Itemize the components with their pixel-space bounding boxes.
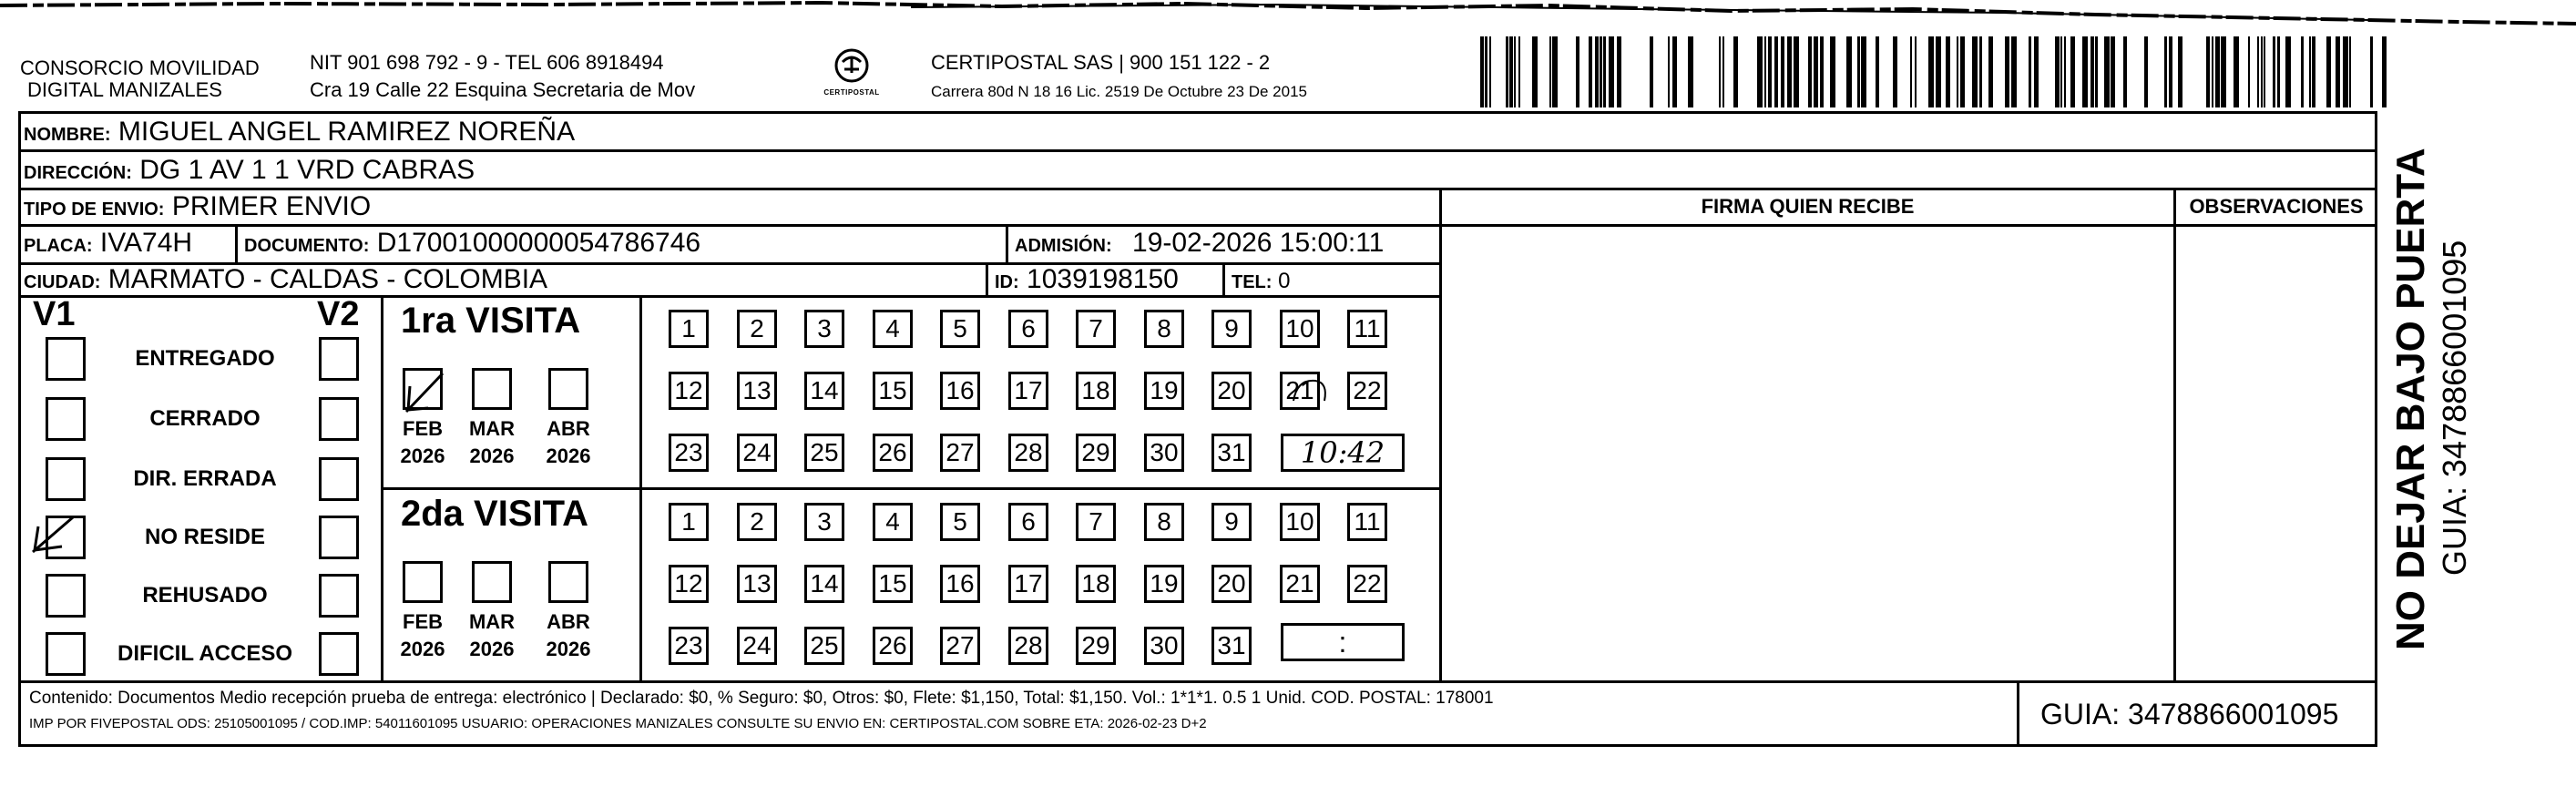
visit2-day-box[interactable]: 23 <box>669 627 709 665</box>
ciudad-field <box>24 264 547 298</box>
visit1-day-box[interactable]: 9 <box>1211 310 1252 348</box>
barcode-bar <box>2111 36 2115 107</box>
visit2-title: 2da VISITA <box>401 494 588 534</box>
visit2-month-name: ABR <box>547 610 590 633</box>
visit2-day-box[interactable]: 10 <box>1280 503 1320 541</box>
barcode-bar <box>2261 36 2263 107</box>
v2-checkbox[interactable] <box>319 516 359 559</box>
barcode-bar <box>1876 36 1879 107</box>
visit1-day-box[interactable]: 18 <box>1076 372 1116 410</box>
barcode-bar <box>1768 36 1772 107</box>
admision-field <box>1015 228 1384 261</box>
visit1-month-name: FEB <box>403 417 443 440</box>
status-label: NO RESIDE <box>144 525 266 549</box>
barcode-bar <box>1781 36 1784 107</box>
visit2-month-year: 2026 <box>469 638 515 660</box>
visit2-day-box[interactable]: 13 <box>737 565 777 603</box>
rule <box>639 295 642 682</box>
certipostal-logo <box>820 47 884 104</box>
barcode-bar <box>2005 36 2009 107</box>
visit1-day-box[interactable]: 17 <box>1008 372 1048 410</box>
carrier-line2: Carrera 80d N 18 16 Lic. 2519 De Octubre 23 De 2015 <box>931 83 1307 100</box>
barcode-bar <box>2011 36 2017 107</box>
visit1-month-year: 2026 <box>546 444 591 467</box>
barcode-bar <box>2221 36 2226 107</box>
certipostal-logo-icon <box>832 47 872 84</box>
barcode-bar <box>1609 36 1614 107</box>
visit1-day-box[interactable]: 3 <box>804 310 844 348</box>
rule <box>2173 188 2176 682</box>
visit2-day-box[interactable]: 25 <box>804 627 844 665</box>
v1-header: V1 <box>33 295 76 333</box>
barcode-bar <box>1936 36 1941 107</box>
v1-checkbox[interactable] <box>46 337 86 381</box>
barcode-bar <box>1946 36 1950 107</box>
barcode-bar <box>1552 36 1558 107</box>
visit1-month-box[interactable] <box>403 368 443 410</box>
barcode-bar <box>1774 36 1778 107</box>
torn-paper-edge <box>0 0 2576 27</box>
visit2-day-box[interactable]: 24 <box>737 627 777 665</box>
barcode-bar <box>1603 36 1606 107</box>
barcode-bar <box>1979 36 1982 107</box>
barcode-bar <box>2312 36 2315 107</box>
visit2-day-box[interactable]: 21 <box>1280 565 1320 603</box>
barcode-bar <box>1928 36 1934 107</box>
barcode-bar <box>1830 36 1835 107</box>
barcode-bar <box>2064 36 2066 107</box>
visit1-day-box[interactable]: 26 <box>873 434 913 472</box>
visit2-day-box[interactable]: 2 <box>737 503 777 541</box>
barcode-bar <box>2277 36 2280 107</box>
rule <box>381 295 383 682</box>
visit1-day-box[interactable]: 1 <box>669 310 709 348</box>
visit2-day-box[interactable]: 8 <box>1144 503 1184 541</box>
barcode-bar <box>1485 36 1487 107</box>
visit1-day-box[interactable]: 16 <box>940 372 980 410</box>
visit1-day-box[interactable]: 13 <box>737 372 777 410</box>
barcode-bar <box>1794 36 1799 107</box>
visit2-month-year: 2026 <box>546 638 591 660</box>
id-field <box>995 264 1179 298</box>
barcode-bar <box>1960 36 1965 107</box>
tel-field <box>1232 266 1290 298</box>
barcode-bar <box>1808 36 1812 107</box>
documento-label: DOCUMENTO: <box>244 236 370 256</box>
barcode-bar <box>1861 36 1866 107</box>
barcode-bar <box>1972 36 1978 107</box>
barcode-bar <box>2349 36 2351 107</box>
visit2-day-box[interactable]: 17 <box>1008 565 1048 603</box>
barcode-bar <box>1589 36 1592 107</box>
visit2-day-box[interactable]: 28 <box>1008 627 1048 665</box>
barcode-bar <box>2212 36 2213 107</box>
visit1-month-box[interactable] <box>472 368 512 410</box>
visit1-day-box[interactable]: 24 <box>737 434 777 472</box>
barcode-bar <box>2034 36 2039 107</box>
content-description: Contenido: Documentos Medio recepción prueba de entrega: electrónico | Declarado: $0, % Seguro: $0, Otros: $0, Flete: $1,150, Total: $1,150. Vol.: 1*1*1. 0.5 1 Unid. COD. POSTAL: 178001 <box>29 689 1494 708</box>
visit1-day-box[interactable]: 15 <box>873 372 913 410</box>
barcode-bar <box>2178 36 2182 107</box>
placa-value: IVA74H <box>99 228 193 258</box>
side-guia: GUIA: 3478866001095 <box>2436 240 2473 576</box>
barcode-bar <box>2264 36 2265 107</box>
visit1-month-name: ABR <box>547 417 590 440</box>
visit2-day-box[interactable]: 4 <box>873 503 913 541</box>
visit2-day-box[interactable]: 5 <box>940 503 980 541</box>
admision-label: ADMISIÓN: <box>1015 236 1112 256</box>
imp-info: IMP POR FIVEPOSTAL ODS: 25105001095 / COD.IMP: 54011601095 USUARIO: OPERACIONES MANIZALES CONSULTE SU ENVIO EN: CERTIPOSTAL.COM SOBRE ETA: 2026-02-23 D+2 <box>29 716 1207 731</box>
tipo-envio-label: TIPO DE ENVIO: <box>24 199 165 220</box>
v2-checkbox[interactable] <box>319 397 359 441</box>
barcode-bar <box>2104 36 2110 107</box>
visit1-day-box[interactable]: 12 <box>669 372 709 410</box>
v2-checkbox[interactable] <box>319 457 359 501</box>
barcode-bar <box>2273 36 2275 107</box>
visit1-day-box[interactable]: 5 <box>940 310 980 348</box>
visit1-day-box[interactable]: 21 <box>1280 372 1320 410</box>
nombre-label: NOMBRE: <box>24 125 111 145</box>
v2-header: V2 <box>317 295 360 333</box>
visit1-month-year: 2026 <box>469 444 515 467</box>
visit2-month-name: MAR <box>468 610 516 633</box>
barcode-bar <box>2285 36 2291 107</box>
barcode-bar <box>1893 36 1897 107</box>
visit1-day-box[interactable]: 28 <box>1008 434 1048 472</box>
visit2-day-box[interactable]: 26 <box>873 627 913 665</box>
admision-value: 19-02-2026 15:00:11 <box>1132 228 1385 258</box>
barcode-bar <box>2343 36 2348 107</box>
barcode-bar <box>2090 36 2094 107</box>
rule <box>986 262 988 295</box>
visit2-month-box[interactable] <box>548 561 588 603</box>
direccion-row <box>24 155 475 189</box>
barcode-bar <box>2055 36 2060 107</box>
company-name-line1: CONSORCIO MOVILIDAD <box>20 56 260 79</box>
status-label: DIR. ERRADA <box>133 466 277 491</box>
visit2-day-box[interactable]: 15 <box>873 565 913 603</box>
company-name-line2: DIGITAL MANIZALES <box>27 78 222 101</box>
tel-label: TEL: <box>1232 272 1273 292</box>
barcode-bar <box>2169 36 2172 107</box>
visit1-day-box[interactable]: 2 <box>737 310 777 348</box>
barcode-bar <box>2082 36 2088 107</box>
visit1-day-box[interactable]: 19 <box>1144 372 1184 410</box>
side-warning: NO DEJAR BAJO PUERTA <box>2388 148 2433 650</box>
visit1-day-box[interactable]: 6 <box>1008 310 1048 348</box>
nit-line: NIT 901 698 792 - 9 - TEL 606 8918494 <box>310 51 664 74</box>
visit1-month-name: MAR <box>468 417 516 440</box>
visit2-month-box[interactable] <box>472 561 512 603</box>
visit2-day-box[interactable]: 9 <box>1211 503 1252 541</box>
visit1-day-box[interactable]: 11 <box>1347 310 1387 348</box>
barcode-bar <box>2326 36 2331 107</box>
visit2-day-box[interactable]: 7 <box>1076 503 1116 541</box>
v1-checkbox[interactable] <box>46 632 86 676</box>
status-label: DIFICIL ACCESO <box>117 641 292 666</box>
company-address: Cra 19 Calle 22 Esquina Secretaria de Mov <box>310 78 696 101</box>
barcode-bar <box>2257 36 2259 107</box>
visit1-day-box[interactable]: 27 <box>940 434 980 472</box>
visit2-day-box[interactable]: 14 <box>804 565 844 603</box>
rule <box>1006 224 1008 262</box>
placa-field <box>24 228 192 261</box>
visit1-month-box[interactable] <box>548 368 588 410</box>
barcode-bar <box>1857 36 1860 107</box>
visit2-day-box[interactable]: 29 <box>1076 627 1116 665</box>
barcode-bar <box>1820 36 1824 107</box>
barcode-bar <box>2382 36 2387 107</box>
v2-checkbox[interactable] <box>319 632 359 676</box>
rule <box>18 680 2377 683</box>
visit1-day-box[interactable]: 31 <box>1211 434 1252 472</box>
visit2-month-box[interactable] <box>403 561 443 603</box>
ciudad-label: CIUDAD: <box>24 272 101 292</box>
barcode-bar <box>2309 36 2311 107</box>
rule <box>383 487 1441 490</box>
visit1-time-box <box>1281 434 1405 472</box>
barcode-bar <box>1506 36 1508 107</box>
visit2-day-box[interactable]: 22 <box>1347 565 1387 603</box>
visit2-month-name: FEB <box>403 610 443 633</box>
id-label: ID: <box>995 272 1019 292</box>
barcode-bar <box>2095 36 2098 107</box>
v1-checkbox[interactable] <box>46 574 86 618</box>
status-label: REHUSADO <box>142 583 268 608</box>
visit1-title: 1ra VISITA <box>401 301 581 341</box>
barcode-bar <box>1957 36 1958 107</box>
barcode-bar <box>2060 36 2062 107</box>
barcode-bar <box>2248 36 2250 107</box>
id-value: 1039198150 <box>1027 264 1179 294</box>
visit1-day-box[interactable]: 10 <box>1280 310 1320 348</box>
barcode-bar <box>1988 36 1993 107</box>
v1-checkbox[interactable] <box>46 457 86 501</box>
barcode-bar <box>1518 36 1520 107</box>
visit2-month-year: 2026 <box>400 638 445 660</box>
visit2-day-box[interactable]: 3 <box>804 503 844 541</box>
barcode-bar <box>1719 36 1721 107</box>
barcode-bar <box>2029 36 2031 107</box>
v1-checkbox[interactable] <box>46 516 86 559</box>
nombre-row <box>24 117 575 150</box>
direccion-label: DIRECCIÓN: <box>24 163 132 183</box>
v2-checkbox[interactable] <box>319 337 359 381</box>
visit2-day-box[interactable]: 30 <box>1144 627 1184 665</box>
barcode-bar <box>2234 36 2239 107</box>
visit2-time-box <box>1281 623 1405 661</box>
barcode-bar <box>1915 36 1917 107</box>
barcode-bar <box>2336 36 2340 107</box>
v1-checkbox[interactable] <box>46 397 86 441</box>
barcode-bar <box>1514 36 1516 107</box>
observaciones-header: OBSERVACIONES <box>2189 195 2364 218</box>
visit1-day-box[interactable]: 7 <box>1076 310 1116 348</box>
barcode-bar <box>1846 36 1852 107</box>
visit2-day-box[interactable]: 11 <box>1347 503 1387 541</box>
rule <box>18 224 2377 227</box>
barcode-bar <box>1600 36 1602 107</box>
visit1-day-box[interactable]: 30 <box>1144 434 1184 472</box>
barcode-bar <box>1722 36 1724 107</box>
barcode-bar <box>1757 36 1763 107</box>
visit1-day-box[interactable]: 4 <box>873 310 913 348</box>
visit1-day-box[interactable]: 20 <box>1211 372 1252 410</box>
footer-guia: GUIA: 3478866001095 <box>2040 698 2339 730</box>
barcode-bar <box>1509 36 1513 107</box>
tipo-envio-row <box>24 191 371 225</box>
visit1-day-box[interactable]: 25 <box>804 434 844 472</box>
barcode-bar <box>2144 36 2148 107</box>
barcode-bar <box>1549 36 1551 107</box>
barcode-bar <box>1532 36 1538 107</box>
barcode-bar <box>2123 36 2127 107</box>
nombre-value: MIGUEL ANGEL RAMIREZ NOREÑA <box>118 117 576 147</box>
barcode-bar <box>1764 36 1766 107</box>
barcode-bar <box>1650 36 1653 107</box>
barcode-bar <box>1688 36 1693 107</box>
barcode-bar <box>2164 36 2167 107</box>
visit2-day-box[interactable]: 1 <box>669 503 709 541</box>
ciudad-value: MARMATO - CALDAS - COLOMBIA <box>107 264 548 294</box>
visit2-day-box[interactable]: 16 <box>940 565 980 603</box>
visit2-day-box[interactable]: 18 <box>1076 565 1116 603</box>
status-label: ENTREGADO <box>135 346 275 371</box>
tel-value: 0 <box>1278 269 1291 293</box>
placa-label: PLACA: <box>24 236 93 256</box>
carrier-line1: CERTIPOSTAL SAS | 900 151 122 - 2 <box>931 51 1271 74</box>
barcode-bar <box>1814 36 1818 107</box>
barcode-bar <box>2301 36 2304 107</box>
rule <box>1439 188 1442 682</box>
barcode-bar <box>2370 36 2373 107</box>
visit2-day-box[interactable]: 27 <box>940 627 980 665</box>
rule <box>235 224 238 262</box>
visit2-day-box[interactable]: 31 <box>1211 627 1252 665</box>
visit1-month-year: 2026 <box>400 444 445 467</box>
documento-field <box>244 228 700 261</box>
barcode-bar <box>2215 36 2220 107</box>
visit1-day-box[interactable]: 29 <box>1076 434 1116 472</box>
direccion-value: DG 1 AV 1 1 VRD CABRAS <box>139 155 475 185</box>
barcode-bar <box>1672 36 1677 107</box>
status-label: CERRADO <box>149 406 261 431</box>
rule <box>1222 262 1225 295</box>
logo-text: CERTIPOSTAL <box>823 88 880 97</box>
barcode-bar <box>1668 36 1670 107</box>
barcode-bar <box>1617 36 1621 107</box>
visit2-day-box[interactable]: 20 <box>1211 565 1252 603</box>
visit1-time: 10:42 <box>1300 435 1385 470</box>
visit2-day-box[interactable]: 12 <box>669 565 709 603</box>
barcode-bar <box>1787 36 1792 107</box>
barcode <box>1480 36 2391 107</box>
barcode-bar <box>1595 36 1599 107</box>
visit2-time: : <box>1338 626 1347 659</box>
visit2-day-box[interactable]: 6 <box>1008 503 1048 541</box>
visit1-day-box[interactable]: 23 <box>669 434 709 472</box>
visit1-day-box[interactable]: 8 <box>1144 310 1184 348</box>
barcode-bar <box>2206 36 2210 107</box>
visit2-day-box[interactable]: 19 <box>1144 565 1184 603</box>
barcode-bar <box>1489 36 1491 107</box>
barcode-bar <box>1480 36 1484 107</box>
v2-checkbox[interactable] <box>319 574 359 618</box>
barcode-bar <box>2070 36 2075 107</box>
tipo-envio-value: PRIMER ENVIO <box>171 191 372 221</box>
visit1-day-box[interactable]: 22 <box>1347 372 1387 410</box>
barcode-bar <box>1733 36 1738 107</box>
documento-value: D17001000000054786746 <box>376 228 701 258</box>
firma-header: FIRMA QUIEN RECIBE <box>1701 195 1915 218</box>
visit1-day-box[interactable]: 14 <box>804 372 844 410</box>
barcode-bar <box>1910 36 1912 107</box>
rule <box>2017 680 2019 747</box>
barcode-bar <box>1576 36 1579 107</box>
